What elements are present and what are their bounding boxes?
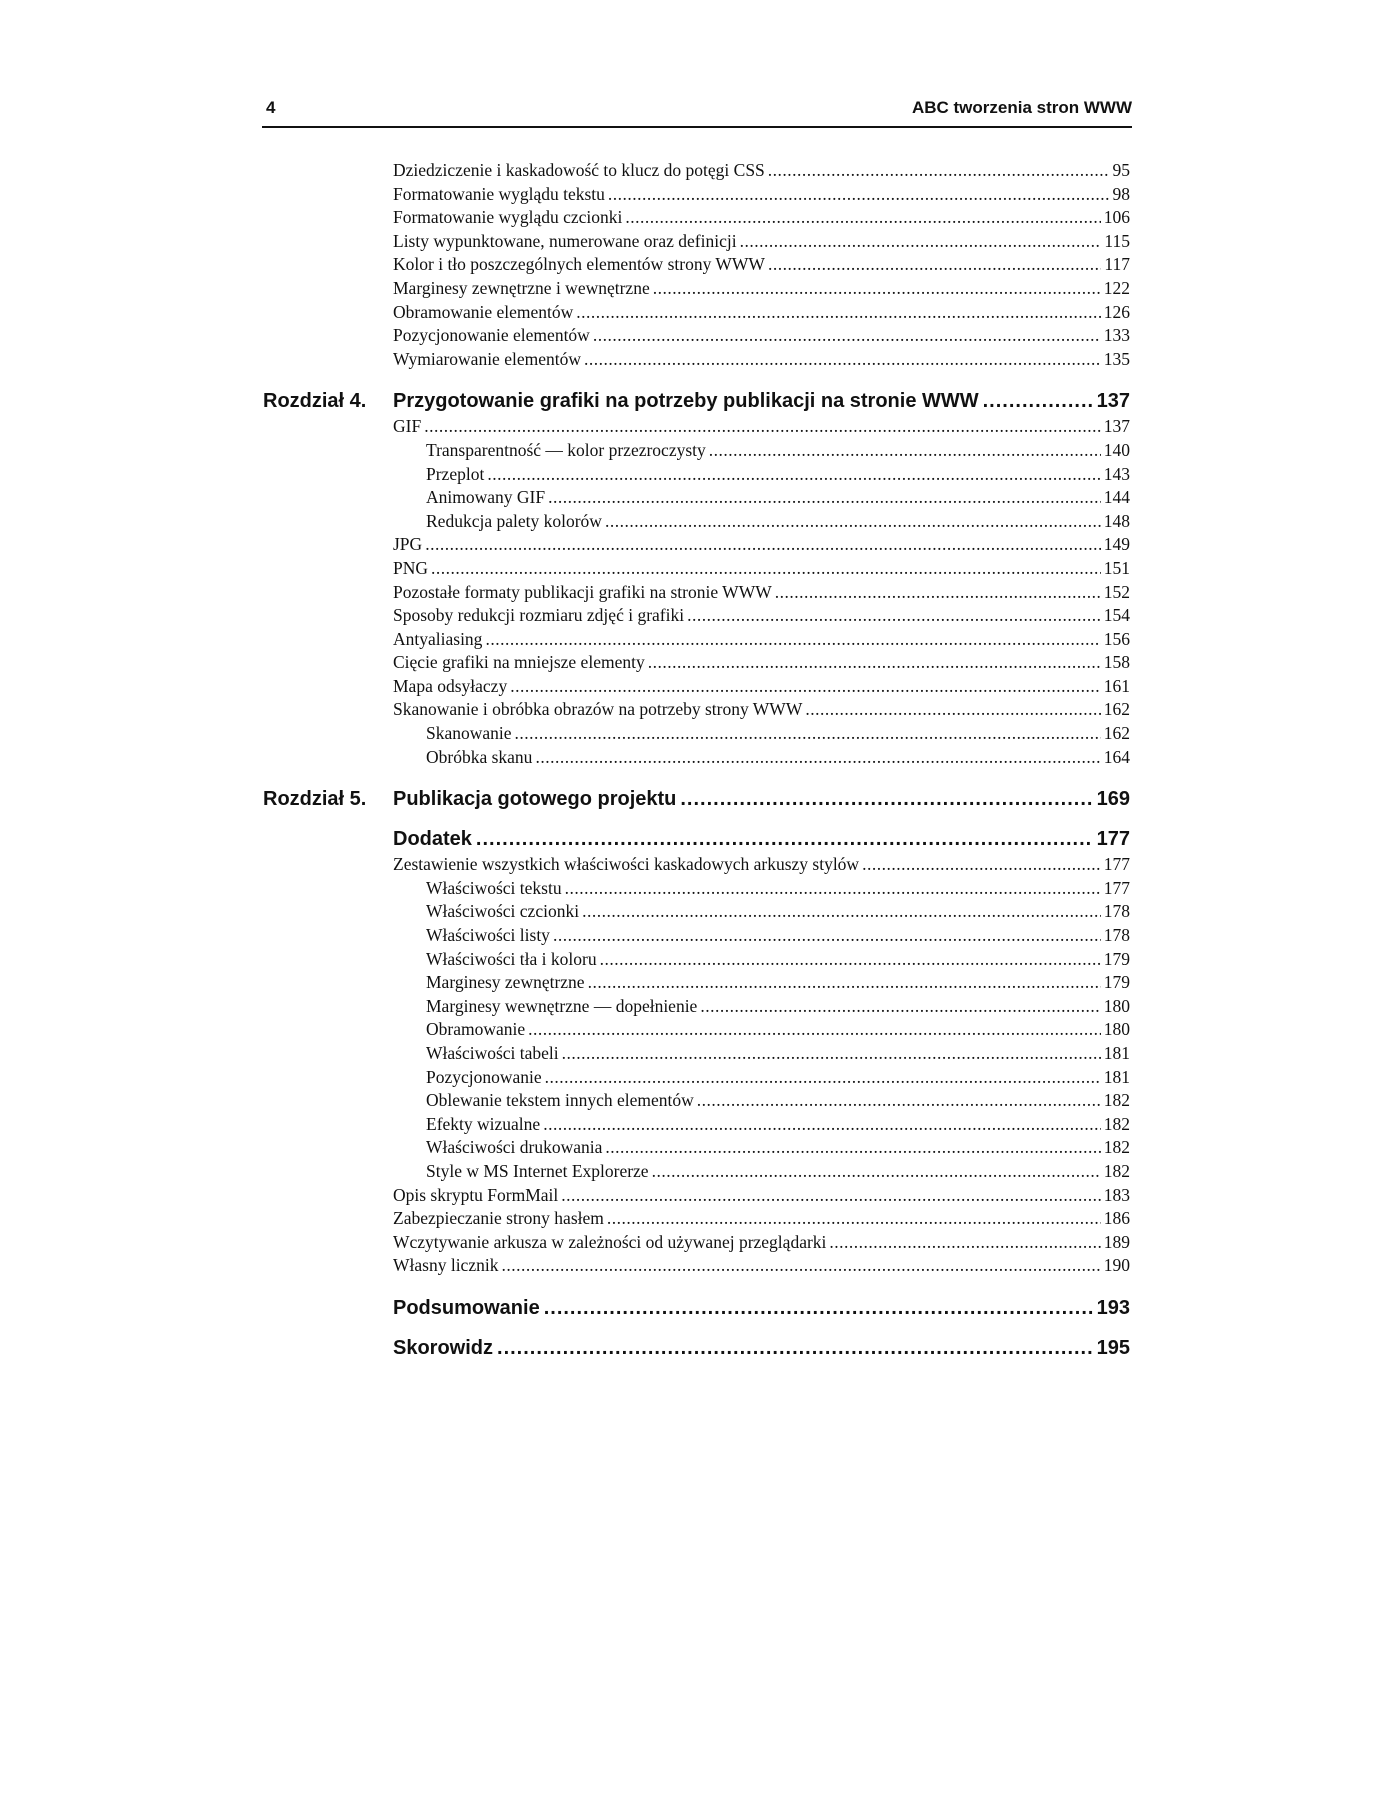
toc-entry [393, 277, 1130, 301]
dot-leader [768, 159, 1110, 183]
toc-entry [393, 628, 1130, 652]
entry-title: Własny licznik [393, 1255, 499, 1276]
entry-title: Marginesy wewnętrzne — dopełnienie [426, 995, 698, 1016]
toc-entry [393, 853, 1130, 877]
entry-title: Dodatek [393, 828, 472, 851]
toc-entry [393, 698, 1130, 722]
toc-subentry [426, 722, 1130, 746]
entry-page-number: 169 [1096, 788, 1130, 811]
entry-title: Właściwości drukowania [426, 1137, 603, 1158]
toc-subentry [426, 1160, 1130, 1184]
entry-page-number: 182 [1103, 1137, 1130, 1158]
toc-subentry [426, 439, 1130, 463]
toc-entry [393, 1207, 1130, 1231]
entry-title: Pozycjonowanie [426, 1066, 542, 1087]
dot-leader [582, 900, 1101, 924]
entry-page-number: 143 [1103, 463, 1130, 484]
toc-subentry [426, 463, 1130, 487]
dot-leader [652, 1160, 1101, 1184]
entry-page-number: 182 [1103, 1160, 1130, 1181]
toc-entry [393, 301, 1130, 325]
entry-title: Zabezpieczanie strony hasłem [393, 1208, 604, 1229]
toc-subentry [426, 1089, 1130, 1113]
toc-entry [393, 348, 1130, 372]
toc-subentry [426, 900, 1130, 924]
entry-page-number: 126 [1103, 301, 1130, 322]
entry-page-number: 149 [1103, 534, 1130, 555]
dot-leader [565, 877, 1101, 901]
entry-title: Właściwości tabeli [426, 1043, 559, 1063]
entry-title: Pozostałe formaty publikacji grafiki na stronie WWW [393, 581, 772, 602]
entry-title: Pozycjonowanie elementów [393, 325, 590, 346]
entry-page-number: 195 [1096, 1336, 1130, 1359]
toc-chapter [263, 387, 1130, 415]
entry-page-number: 177 [1096, 828, 1130, 851]
entry-page-number: 95 [1112, 160, 1130, 180]
toc-subentry [426, 1018, 1130, 1042]
dot-leader [775, 581, 1101, 605]
entry-page-number: 178 [1103, 925, 1130, 946]
entry-title: Właściwości tekstu [426, 877, 562, 898]
entry-page-number: 106 [1103, 207, 1130, 228]
dot-leader [709, 439, 1101, 463]
dot-leader [862, 853, 1101, 877]
dot-leader [576, 301, 1100, 325]
entry-page-number: 180 [1103, 1019, 1130, 1040]
dot-leader [561, 1184, 1100, 1208]
entry-title: Skorowidz [393, 1336, 494, 1359]
toc-subentry [426, 1066, 1130, 1090]
entry-page-number: 140 [1103, 439, 1130, 460]
entry-page-number: 144 [1103, 487, 1130, 508]
dot-leader [485, 628, 1100, 652]
dot-leader [545, 1066, 1101, 1090]
entry-page-number: 193 [1096, 1296, 1130, 1319]
toc-chapter [263, 785, 1130, 813]
dot-leader [497, 1334, 1093, 1362]
dot-leader [528, 1018, 1101, 1042]
dot-leader [515, 722, 1101, 746]
entry-title: Transparentność — kolor przezroczysty [426, 439, 706, 460]
toc-subentry [426, 948, 1130, 972]
entry-title: Antyaliasing [393, 628, 483, 649]
dot-leader [625, 206, 1100, 230]
dot-leader [535, 746, 1100, 770]
entry-page-number: 158 [1103, 652, 1130, 673]
toc-entry [393, 1184, 1130, 1208]
entry-page-number: 182 [1103, 1113, 1130, 1134]
entry-title: PNG [393, 557, 429, 578]
toc-entry [393, 253, 1130, 277]
entry-page-number: 117 [1104, 254, 1130, 275]
entry-title: Obróbka skanu [426, 746, 533, 767]
toc-entry [393, 651, 1130, 675]
entry-page-number: 186 [1103, 1208, 1130, 1229]
toc-entry [393, 675, 1130, 699]
entry-page-number: 177 [1103, 877, 1130, 898]
entry-title: Redukcja palety kolorów [426, 510, 602, 531]
book-title: ABC tworzenia stron WWW [911, 98, 1132, 117]
toc-entry [393, 230, 1130, 254]
toc-subentry [426, 877, 1130, 901]
dot-leader [553, 924, 1101, 948]
toc-entry [393, 557, 1130, 581]
entry-title: Publikacja gotowego projektu [393, 788, 677, 811]
entry-page-number: 133 [1103, 325, 1130, 346]
dot-leader [605, 1136, 1100, 1160]
entry-title: Wczytywanie arkusza w zależności od używanej przeglądarki [393, 1231, 827, 1252]
toc-subentry [426, 1136, 1130, 1160]
dot-leader [476, 825, 1093, 853]
entry-page-number: 162 [1103, 699, 1130, 720]
entry-page-number: 137 [1103, 416, 1130, 437]
entry-title: Właściwości listy [426, 925, 550, 946]
entry-page-number: 183 [1103, 1184, 1130, 1205]
entry-title: Marginesy zewnętrzne [426, 972, 585, 993]
toc-subentry [426, 1113, 1130, 1137]
entry-title: Wymiarowanie elementów [393, 348, 581, 369]
page-header [262, 96, 1132, 128]
dot-leader [584, 348, 1101, 372]
entry-title: Marginesy zewnętrzne i wewnętrzne [393, 277, 650, 298]
toc-entry [393, 533, 1130, 557]
dot-leader [648, 651, 1101, 675]
dot-leader [588, 971, 1101, 995]
toc-entry [393, 1254, 1130, 1278]
entry-title: Cięcie grafiki na mniejsze elementy [393, 652, 645, 673]
toc-subentry [426, 746, 1130, 770]
entry-title: Formatowanie wyglądu czcionki [393, 207, 623, 228]
entry-page-number: 190 [1103, 1255, 1130, 1276]
dot-leader [424, 415, 1101, 439]
dot-leader [608, 183, 1110, 207]
dot-leader [700, 995, 1100, 1019]
dot-leader [605, 510, 1101, 534]
entry-page-number: 161 [1103, 675, 1130, 696]
entry-title: Zestawienie wszystkich właściwości kaskadowych arkuszy stylów [393, 854, 860, 875]
dot-leader [593, 324, 1101, 348]
entry-page-number: 162 [1103, 723, 1130, 744]
entry-page-number: 156 [1103, 628, 1130, 649]
entry-page-number: 115 [1104, 230, 1130, 251]
entry-page-number: 181 [1103, 1066, 1130, 1087]
entry-title: Style w MS Internet Explorerze [426, 1160, 649, 1181]
dot-leader [829, 1231, 1100, 1255]
toc-chapter [393, 1294, 1130, 1322]
toc-subentry [426, 995, 1130, 1019]
dot-leader [687, 604, 1101, 628]
page-number: 4 [266, 98, 276, 117]
entry-title: Dziedziczenie i kaskadowość to klucz do potęgi CSS [393, 160, 765, 180]
entry-title: Sposoby redukcji rozmiaru zdjęć i grafiki [393, 605, 685, 626]
toc-subentry [426, 486, 1130, 510]
chapter-label: Rozdział 5. [263, 788, 367, 811]
entry-page-number: 154 [1103, 605, 1130, 626]
entry-page-number: 135 [1103, 348, 1130, 369]
toc-subentry [426, 510, 1130, 534]
entry-page-number: 181 [1103, 1043, 1130, 1063]
dot-leader [510, 675, 1101, 699]
entry-page-number: 179 [1103, 948, 1130, 969]
toc-chapter [393, 1334, 1130, 1362]
dot-leader [487, 463, 1100, 487]
chapter-label: Rozdział 4. [263, 390, 367, 413]
dot-leader [805, 698, 1100, 722]
toc-chapter [393, 825, 1130, 853]
entry-title: Kolor i tło poszczególnych elementów strony WWW [393, 254, 765, 275]
entry-page-number: 164 [1103, 746, 1130, 767]
toc-entry [393, 604, 1130, 628]
dot-leader [653, 277, 1101, 301]
entry-title: Właściwości czcionki [426, 901, 580, 922]
toc-entry [393, 183, 1130, 207]
toc-entry [393, 159, 1130, 183]
entry-page-number: 182 [1103, 1090, 1130, 1111]
entry-title: Przygotowanie grafiki na potrzeby publikacji na stronie WWW [393, 390, 979, 413]
dot-leader [543, 1113, 1101, 1137]
dot-leader [680, 785, 1092, 813]
dot-leader [983, 387, 1093, 415]
entry-title: Obramowanie elementów [393, 301, 574, 322]
entry-page-number: 179 [1103, 972, 1130, 993]
entry-page-number: 98 [1112, 183, 1130, 204]
entry-title: Animowany GIF [426, 487, 546, 508]
entry-title: Podsumowanie [393, 1296, 540, 1319]
entry-page-number: 152 [1103, 581, 1130, 602]
toc-entry [393, 415, 1130, 439]
dot-leader [501, 1254, 1100, 1278]
entry-page-number: 189 [1103, 1231, 1130, 1252]
entry-title: GIF [393, 416, 422, 437]
dot-leader [431, 557, 1101, 581]
toc-entry [393, 206, 1130, 230]
entry-page-number: 177 [1103, 854, 1130, 875]
entry-page-number: 178 [1103, 901, 1130, 922]
dot-leader [740, 230, 1102, 254]
entry-title: Skanowanie [426, 723, 512, 744]
entry-title: Listy wypunktowane, numerowane oraz definicji [393, 230, 737, 251]
entry-title: Mapa odsyłaczy [393, 675, 508, 696]
dot-leader [562, 1042, 1101, 1066]
toc-entry [393, 324, 1130, 348]
toc-entry [393, 1231, 1130, 1255]
entry-title: Opis skryptu FormMail [393, 1184, 559, 1205]
dot-leader [697, 1089, 1101, 1113]
table-of-contents [0, 159, 1400, 1362]
dot-leader [600, 948, 1101, 972]
entry-page-number: 137 [1096, 390, 1130, 413]
entry-title: Skanowanie i obróbka obrazów na potrzeby strony WWW [393, 699, 803, 720]
entry-page-number: 151 [1103, 557, 1130, 578]
dot-leader [548, 486, 1101, 510]
dot-leader [425, 533, 1101, 557]
entry-title: Przeplot [426, 463, 485, 484]
entry-title: JPG [393, 534, 423, 555]
entry-title: Właściwości tła i koloru [426, 948, 597, 969]
dot-leader [544, 1294, 1093, 1322]
dot-leader [607, 1207, 1101, 1231]
entry-page-number: 180 [1103, 995, 1130, 1016]
entry-title: Obramowanie [426, 1019, 526, 1040]
entry-title: Formatowanie wyglądu tekstu [393, 183, 605, 204]
entry-page-number: 122 [1103, 277, 1130, 298]
entry-page-number: 148 [1103, 510, 1130, 531]
toc-subentry [426, 924, 1130, 948]
toc-entry [393, 581, 1130, 605]
toc-subentry [426, 971, 1130, 995]
entry-title: Efekty wizualne [426, 1113, 541, 1134]
entry-title: Oblewanie tekstem innych elementów [426, 1090, 694, 1111]
dot-leader [768, 253, 1101, 277]
toc-subentry [426, 1042, 1130, 1066]
